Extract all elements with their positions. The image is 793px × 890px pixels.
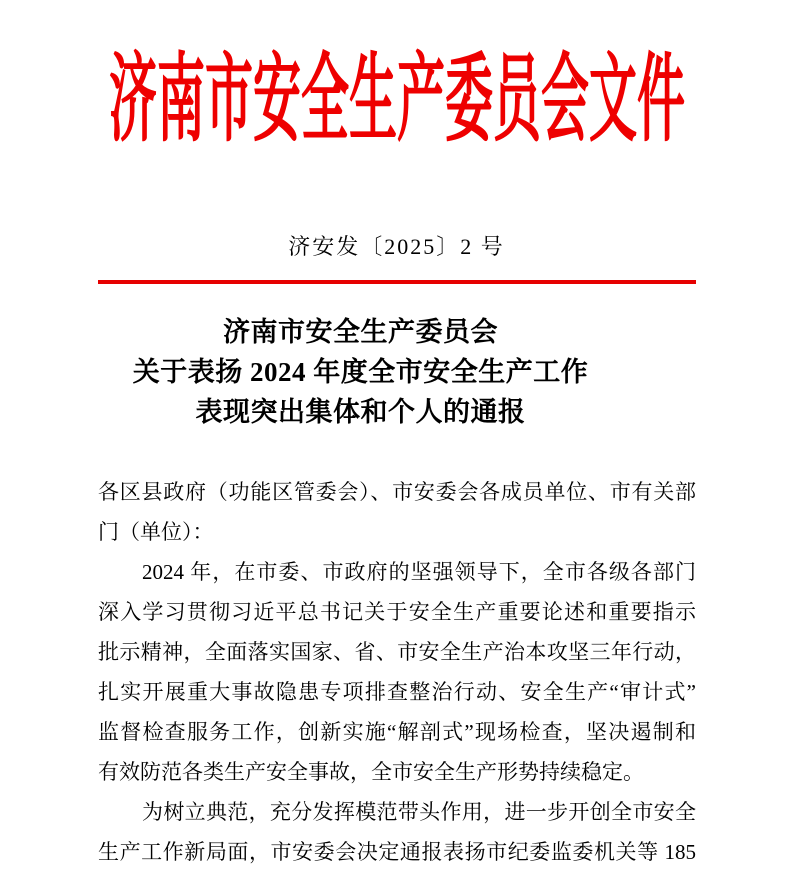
body-text-line: 扎实开展重大事故隐患专项排查整治行动、安全生产“审计式” <box>98 680 696 704</box>
body-text-line: 监督检查服务工作，创新实施“解剖式”现场检查，坚决遏制和 <box>98 720 696 744</box>
body-text-line: 2024 年，在市委、市政府的坚强领导下，全市各级各部门 <box>142 560 696 584</box>
body-text-line: 深入学习贯彻习近平总书记关于安全生产重要论述和重要指示 <box>98 600 696 624</box>
issuing-authority-banner-text: 济南市安全生产委员会文件 <box>108 46 685 153</box>
body-text-line: 门（单位）： <box>98 520 214 544</box>
document-title <box>0 312 793 432</box>
title-line-1: 济南市安全生产委员会 <box>223 317 498 347</box>
body-text-line: 为树立典范，充分发挥模范带头作用，进一步开创全市安全 <box>142 800 696 824</box>
body-text-line: 生产工作新局面，市安委会决定通报表扬市纪委监委机关等 185 <box>98 840 696 864</box>
body-text-line: 批示精神，全面落实国家、省、市安全生产治本攻坚三年行动， <box>98 640 696 664</box>
title-line-2: 关于表扬 2024 年度全市安全生产工作 <box>132 357 589 387</box>
document-body <box>98 472 696 872</box>
body-text-line: 有效防范各类生产安全事故，全市安全生产形势持续稳定。 <box>98 760 644 784</box>
document-reference-number: 济安发〔2025〕2 号 <box>288 234 505 259</box>
body-text-line: 各区县政府（功能区管委会）、市安委会各成员单位、市有关部 <box>98 480 696 504</box>
title-line-3: 表现突出集体和个人的通报 <box>195 397 526 427</box>
red-separator-rule <box>98 280 696 284</box>
document-header-banner <box>0 46 793 154</box>
